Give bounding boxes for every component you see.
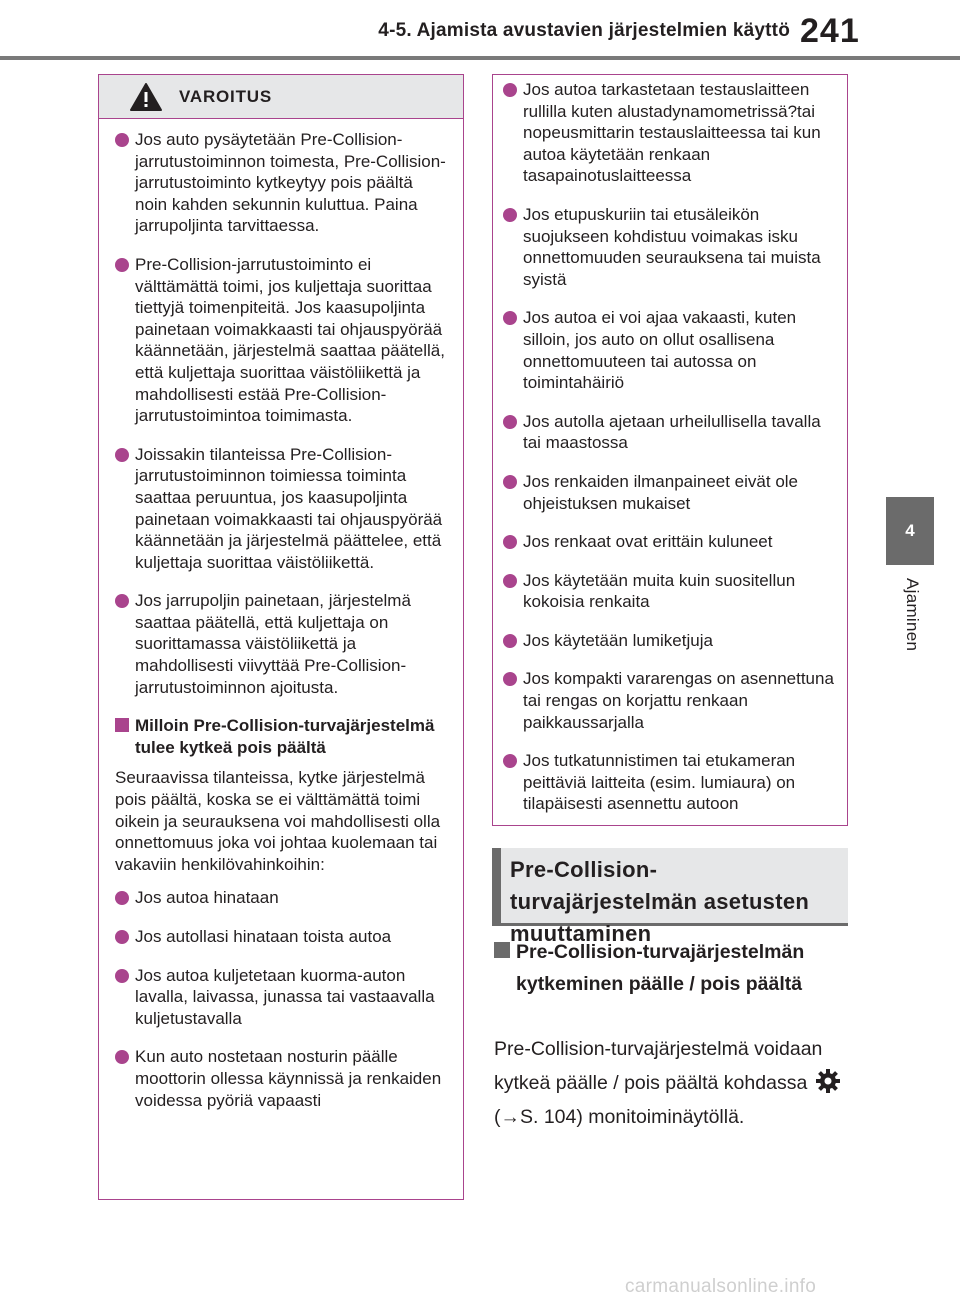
warning-item: Jos autoa tarkastetaan testauslaitteen rullilla kuten alustadynamometrissä?tai nopeusmittarin testauslaitteessa tai kun autoa käytetään renkaan tasapainotuslaitteessa: [503, 79, 837, 187]
warning-item: Jos käytetään muita kuin suositellun kokoisia renkaita: [503, 570, 837, 613]
bullet-icon: [503, 574, 517, 588]
warning-item: Jos käytetään lumiketjuja: [503, 630, 837, 652]
warning-item: Jos tutkatunnistimen tai etukameran peittäviä laitteita (esim. lumiaura) on tilapäisesti asennettu autoon: [503, 750, 837, 815]
bullet-icon: [115, 969, 129, 983]
bullet-icon: [503, 672, 517, 686]
warning-item: Jos auto pysäytetään Pre-Collision-jarrutustoiminnon toimesta, Pre-Collision-jarrutustoiminto kytkeytyy pois päältä noin kahden sekunnin kuluttua. Paina jarrupoljinta tarvittaessa.: [115, 129, 449, 237]
warning-item: Jos renkaiden ilmanpaineet eivät ole ohjeistuksen mukaiset: [503, 471, 837, 514]
warning-box: [98, 74, 464, 1200]
bullet-icon: [503, 535, 517, 549]
bullet-icon: [115, 133, 129, 147]
bullet-icon: [503, 475, 517, 489]
section-heading: [492, 848, 848, 946]
bullet-icon: [503, 634, 517, 648]
warning-item: Jos autoa hinataan: [115, 887, 449, 909]
bullet-icon: [115, 1050, 129, 1064]
body-text-before-icon: Pre-Collision-turvajärjestelmä voidaan kytkeä päälle / pois päältä kohdassa: [494, 1038, 823, 1094]
chapter-number: 4: [905, 521, 915, 540]
warning-triangle-icon: [129, 82, 163, 112]
page-number: 241: [800, 12, 860, 50]
warning-item: Jos jarrupoljin painetaan, järjestelmä saattaa päätellä, että kuljettaja on suorittamassa väistöliikettä ja mahdollisesti viivyttää Pre-Collision-jarrutustoiminnon ajoitusta.: [115, 590, 449, 698]
watermark: carmanualsonline.info: [625, 1276, 817, 1297]
chapter-tab[interactable]: [886, 497, 934, 565]
warning-header: [99, 75, 463, 119]
bullet-icon: [503, 83, 517, 97]
gear-icon: [815, 1068, 841, 1094]
bullet-icon: [115, 930, 129, 944]
bullet-icon: [503, 415, 517, 429]
square-bullet-icon: [494, 942, 510, 958]
warning-title: VAROITUS: [179, 86, 272, 106]
warning-item: Jos autoa kuljetetaan kuorma-auton lavalla, laivassa, junassa tai vastaavalla kuljetustavalla: [115, 965, 449, 1030]
warning-item: Pre-Collision-jarrutustoiminto ei välttämättä toimi, jos kuljettaja suorittaa tiettyjä toimenpiteitä. Jos kaasupoljinta painetaan voimakkaasti tai ohjauspyörää käännetään, järjestelmä saattaa päätellä, että kuljettaja suorittaa väistöliikettä ja mahdollisesti estää Pre-Collision-jarrutustoimintoa toimimasta.: [115, 254, 449, 427]
warning-item: Joissakin tilanteissa Pre-Collision-jarrutustoiminnon toimiessa toiminta saattaa peruuntua, jos kaasupoljinta painetaan voimakkaasti tai ohjauspyörää käännetään ja järjestelmä päättelee, että kuljettaja suorittaa väistöliikettä.: [115, 444, 449, 574]
bullet-icon: [115, 258, 129, 272]
warning-item: Jos autolla ajetaan urheilullisella tavalla tai maastossa: [503, 411, 837, 454]
warning-item: Jos etupuskuriin tai etusäleikön suojukseen kohdistuu voimakas isku onnettomuuden seurauksena tai muista syistä: [503, 204, 837, 290]
warning-paragraph: Seuraavissa tilanteissa, kytke järjestelmä pois päältä, koska se ei välttämättä toimi oikein ja seurauksena voi mahdollisesti olla onnettomuus joka voi johtaa kuolemaan tai vakaviin henkilövahinkoihin:: [115, 768, 441, 874]
warning-item: Kun auto nostetaan nosturin päälle moottorin ollessa käynnissä ja renkaiden voidessa pyöriä vapaasti: [115, 1046, 449, 1111]
section-body: [494, 1032, 854, 1134]
header-rule: [0, 56, 960, 60]
chapter-label: Ajaminen: [903, 578, 922, 652]
section-heading-text: Pre-Collision-turvajärjestelmän asetusten muuttaminen: [510, 857, 810, 946]
warning-item: Jos autoa ei voi ajaa vakaasti, kuten silloin, jos auto on ollut osallisena onnettomuuteen tai autossa on toimintahäiriö: [503, 307, 837, 393]
warning-item: Jos kompakti vararengas on asennettuna tai rengas on korjattu renkaan paikkaussarjalla: [503, 668, 837, 733]
bullet-icon: [503, 754, 517, 768]
bullet-icon: [503, 311, 517, 325]
section-title: 4-5. Ajamista avustavien järjestelmien käyttö: [378, 20, 790, 41]
square-bullet-icon: [115, 718, 129, 732]
bullet-icon: [115, 594, 129, 608]
warning-box-continued: [492, 74, 848, 826]
section-subheading: Pre-Collision-turvajärjestelmän kytkeminen päälle / pois päältä: [494, 936, 850, 1000]
bullet-icon: [115, 891, 129, 905]
warning-item: Jos autollasi hinataan toista autoa: [115, 926, 449, 948]
heading-bar: [492, 848, 501, 923]
page-reference-link[interactable]: (→S. 104) monitoiminäytöllä.: [494, 1106, 745, 1128]
warning-subheading: Milloin Pre-Collision-turvajärjestelmä tulee kytkeä pois päältä: [115, 715, 449, 758]
bullet-icon: [503, 208, 517, 222]
bullet-icon: [115, 448, 129, 462]
warning-item: Jos renkaat ovat erittäin kuluneet: [503, 531, 837, 553]
